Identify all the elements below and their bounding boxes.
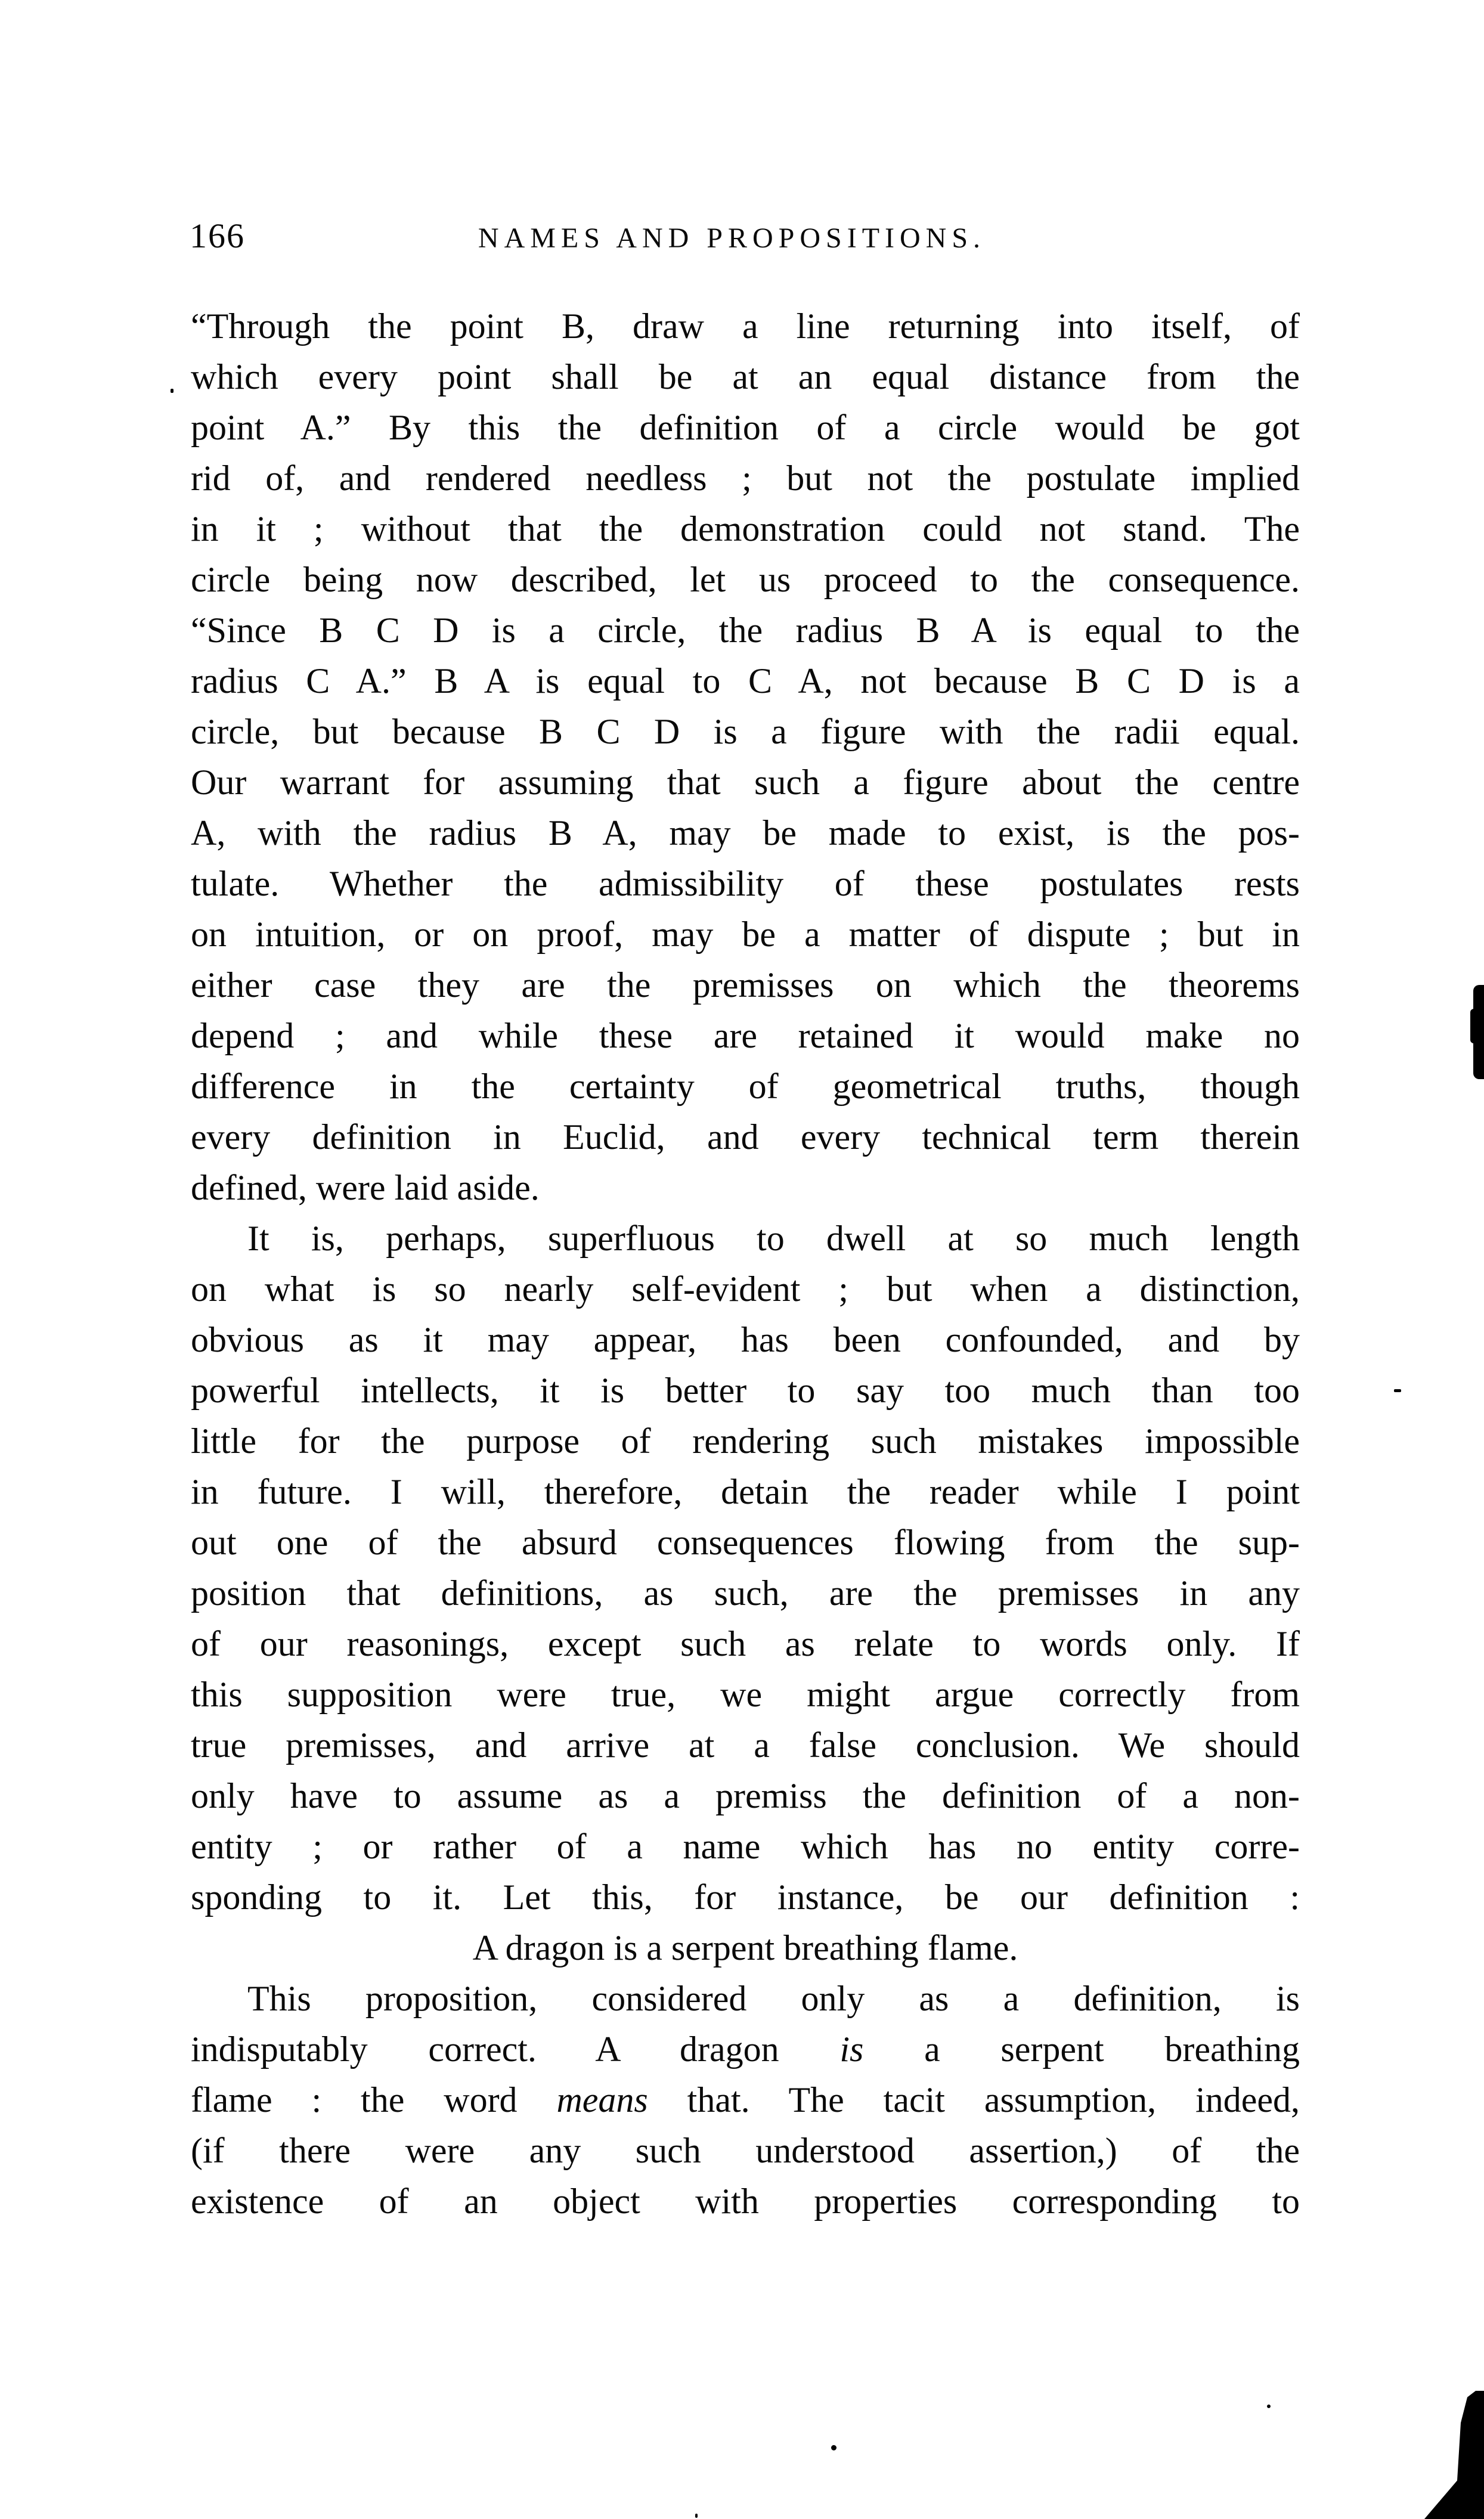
text-segment: position that definitions, as such, are the premisses in any (191, 1573, 1300, 1613)
text-line (191, 1416, 1300, 1467)
text-segment: which every point shall be at an equal distance from the (191, 357, 1300, 396)
text-line (191, 960, 1300, 1011)
text-segment: circle being now described, let us proceed to the consequence. (191, 560, 1300, 599)
running-head: NAMES AND PROPOSITIONS. (478, 222, 986, 254)
scan-artifact-speck (1267, 2405, 1271, 2408)
text-body (191, 301, 1300, 2227)
text-line (191, 1872, 1300, 1923)
text-line (191, 2125, 1300, 2176)
text-line (191, 1923, 1300, 1973)
text-segment: in future. I will, therefore, detain the reader while I point (191, 1472, 1300, 1511)
text-line (191, 1061, 1300, 1112)
text-segment: “Since B C D is a circle, the radius B A is equal to the (191, 611, 1300, 650)
text-segment: point A.” By this the definition of a circle would be got (191, 408, 1300, 447)
text-line (191, 1365, 1300, 1416)
text-segment: difference in the certainty of geometrical truths, though (191, 1067, 1300, 1106)
text-segment: out one of the absurd consequences flowing from the sup- (191, 1523, 1300, 1562)
scan-artifact-right-edge-bulge (1470, 1009, 1477, 1043)
text-segment: depend ; and while these are retained it would make no (191, 1016, 1300, 1055)
text-segment: a serpent breathing (863, 2030, 1300, 2069)
text-segment: powerful intellects, it is better to say too much than too (191, 1371, 1300, 1410)
text-line (191, 1568, 1300, 1619)
text-segment: obvious as it may appear, has been confounded, and by (191, 1320, 1300, 1359)
text-line (191, 707, 1300, 757)
text-line (191, 1315, 1300, 1365)
text-segment: It is, perhaps, superfluous to dwell at so much length (247, 1219, 1300, 1258)
text-line (191, 909, 1300, 960)
scan-artifact-speck (695, 2514, 698, 2518)
text-line (191, 504, 1300, 554)
text-segment: “Through the point B, draw a line returning into itself, of (191, 306, 1300, 346)
text-line (191, 1669, 1300, 1720)
text-line (191, 1821, 1300, 1872)
text-segment: defined, were laid aside. (191, 1168, 540, 1207)
text-segment: true premisses, and arrive at a false conclusion. We should (191, 1725, 1300, 1765)
text-line (191, 1467, 1300, 1517)
text-line (191, 402, 1300, 453)
text-segment: (if there were any such understood assertion,) of the (191, 2131, 1300, 2170)
text-line (191, 1264, 1300, 1315)
text-line (191, 757, 1300, 808)
text-segment: in it ; without that the demonstration could not stand. The (191, 509, 1300, 549)
scan-artifact-corner-blob (1424, 2391, 1484, 2519)
text-line (191, 2075, 1300, 2125)
text-segment: circle, but because B C D is a figure with the radii equal. (191, 712, 1300, 751)
text-line (191, 1213, 1300, 1264)
text-line (191, 453, 1300, 504)
scan-artifact-speck (831, 2445, 837, 2450)
text-line (191, 1011, 1300, 1061)
text-line (191, 1112, 1300, 1163)
text-line (191, 1619, 1300, 1669)
text-segment: radius C A.” B A is equal to C A, not because B C D is a (191, 661, 1300, 701)
text-segment: of our reasonings, except such as relate to words only. If (191, 1624, 1300, 1663)
text-segment: either case they are the premisses on which the theorems (191, 965, 1300, 1005)
text-segment: A, with the radius B A, may be made to exist, is the pos- (191, 813, 1300, 853)
text-segment: every definition in Euclid, and every technical term therein (191, 1117, 1300, 1157)
text-segment: indisputably correct. A dragon (191, 2030, 840, 2069)
text-segment: This proposition, considered only as a definition, is (247, 1979, 1300, 2018)
text-segment: tulate. Whether the admissibility of these postulates rests (191, 864, 1300, 903)
text-line (191, 1163, 1300, 1213)
text-line (191, 554, 1300, 605)
text-segment: only have to assume as a premiss the definition of a non- (191, 1776, 1300, 1815)
scan-artifact-speck (171, 389, 174, 393)
text-line (191, 1720, 1300, 1771)
italic-text: means (556, 2080, 648, 2120)
text-segment: on intuition, or on proof, may be a matter of dispute ; but in (191, 915, 1300, 954)
italic-text: is (839, 2030, 864, 2069)
text-line (191, 656, 1300, 707)
text-line (191, 808, 1300, 859)
text-line (191, 1517, 1300, 1568)
text-line (191, 1973, 1300, 2024)
page-number: 166 (190, 216, 245, 255)
text-line (191, 859, 1300, 909)
text-line (191, 301, 1300, 352)
text-line (191, 2176, 1300, 2227)
text-segment: rid of, and rendered needless ; but not the postulate implied (191, 458, 1300, 498)
text-segment: this supposition were true, we might argue correctly from (191, 1675, 1300, 1714)
text-segment: existence of an object with properties corresponding to (191, 2182, 1300, 2221)
text-segment: entity ; or rather of a name which has no entity corre- (191, 1827, 1300, 1866)
text-line (191, 605, 1300, 656)
text-line (191, 352, 1300, 402)
text-segment: flame : the word (191, 2080, 557, 2120)
text-line (191, 1771, 1300, 1821)
scan-artifact-speck (1394, 1389, 1401, 1392)
text-segment: that. The tacit assumption, indeed, (647, 2080, 1300, 2120)
text-segment: little for the purpose of rendering such mistakes impossible (191, 1421, 1300, 1461)
text-segment: on what is so nearly self-evident ; but when a distinction, (191, 1269, 1300, 1309)
text-line (191, 2024, 1300, 2075)
text-segment: Our warrant for assuming that such a figure about the centre (191, 763, 1300, 802)
text-segment: A dragon is a serpent breathing flame. (472, 1928, 1018, 1968)
text-segment: sponding to it. Let this, for instance, be our definition : (191, 1877, 1300, 1917)
